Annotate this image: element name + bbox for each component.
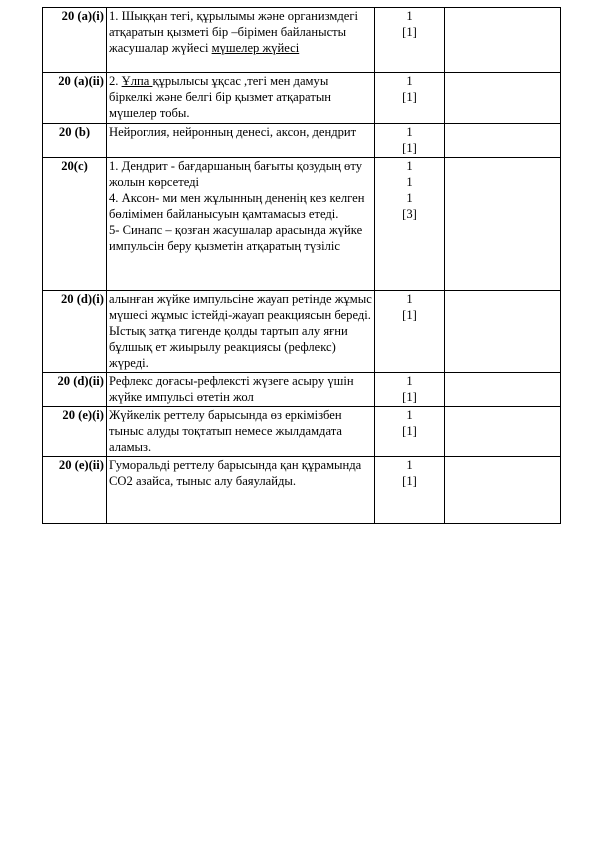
- question-number: 20 (d)(ii): [43, 373, 107, 407]
- answer-cell: [107, 158, 375, 291]
- answer-text: алынған жүйке импульсіне жауап ретінде жұмыс мүшесі жұмыс істейді-жауап реакциясын береді. Ыстық затқа тигенде қолды тартып алу яғни бұлшық ет жиырылу реакциясы (рефлекс) жүреді.: [109, 292, 372, 370]
- extra-cell: [445, 73, 561, 124]
- answer-cell: [107, 457, 375, 524]
- question-number: 20 (e)(ii): [43, 457, 107, 524]
- marks-cell: [375, 373, 445, 407]
- answer-point: 4. Аксон- ми мен жұлынның дененің кез келген бөлімімен байланысуын қамтамасыз етеді.: [109, 191, 365, 221]
- extra-cell: [445, 124, 561, 158]
- table-row: [43, 407, 561, 457]
- extra-cell: [445, 407, 561, 457]
- mark-value: 1: [406, 374, 413, 388]
- mark-scheme-sheet: [42, 7, 560, 524]
- mark-value: 1: [406, 175, 413, 189]
- marks-cell: [375, 407, 445, 457]
- mark-value: 1: [406, 408, 413, 422]
- mark-total: [3]: [402, 207, 417, 221]
- answer-key-term: мүшелер жүйесі: [211, 41, 300, 55]
- marks-cell: [375, 158, 445, 291]
- mark-value: 1: [406, 458, 413, 472]
- mark-total: [1]: [402, 390, 417, 404]
- mark-total: [1]: [402, 308, 417, 322]
- mark-total: [1]: [402, 424, 417, 438]
- mark-total: [1]: [402, 90, 417, 104]
- answer-cell: [107, 291, 375, 373]
- marks-cell: [375, 8, 445, 73]
- question-number: 20 (a)(ii): [43, 73, 107, 124]
- extra-cell: [445, 291, 561, 373]
- extra-cell: [445, 457, 561, 524]
- question-number: 20 (a)(i): [43, 8, 107, 73]
- question-number: 20 (b): [43, 124, 107, 158]
- answer-point: 5- Синапс – қозған жасушалар арасында жүйке импульсін беру қызметін атқаратың түзіліс: [109, 223, 363, 253]
- table-row: [43, 158, 561, 291]
- table-row: [43, 373, 561, 407]
- mark-value: 1: [406, 292, 413, 306]
- table-row: [43, 8, 561, 73]
- table-row: [43, 457, 561, 524]
- table-row: [43, 291, 561, 373]
- marks-cell: [375, 73, 445, 124]
- marks-cell: [375, 291, 445, 373]
- mark-total: [1]: [402, 141, 417, 155]
- answer-cell: [107, 373, 375, 407]
- question-number: 20(c): [43, 158, 107, 291]
- marks-cell: [375, 124, 445, 158]
- answer-cell: [107, 8, 375, 73]
- extra-cell: [445, 8, 561, 73]
- mark-scheme-table: [42, 7, 561, 524]
- mark-value: 1: [406, 74, 413, 88]
- answer-text: Гуморальді реттелу барысында қан құрамында СО2 азайса, тыныс алу баяулайды.: [109, 458, 362, 488]
- table-row: [43, 124, 561, 158]
- mark-value: 1: [406, 9, 413, 23]
- marks-cell: [375, 457, 445, 524]
- extra-cell: [445, 158, 561, 291]
- answer-text: Рефлекс доғасы-рефлексті жүзеге асыру үшін жүйке импульсі өтетін жол: [109, 374, 354, 404]
- table-row: [43, 73, 561, 124]
- mark-total: [1]: [402, 25, 417, 39]
- answer-point: 1. Дендрит - бағдаршаның бағыты қозудың өту жолын көрсетеді: [109, 159, 362, 189]
- answer-prefix: 2.: [109, 74, 122, 88]
- answer-text: Нейроглия, нейронның денесі, аксон, дендрит: [109, 125, 357, 139]
- mark-total: [1]: [402, 474, 417, 488]
- mark-value: 1: [406, 159, 413, 173]
- answer-text: құрылысы ұқсас ,тегі мен дамуы біркелкі және белгі бір қызмет атқаратын мүшелер тобы.: [109, 74, 332, 120]
- mark-value: 1: [406, 191, 413, 205]
- answer-key-term: Ұлпа: [121, 74, 153, 88]
- question-number: 20 (e)(i): [43, 407, 107, 457]
- question-number: 20 (d)(i): [43, 291, 107, 373]
- answer-cell: [107, 407, 375, 457]
- answer-text: 1. Шыққан тегі, құрылымы және организмдегі атқаратын қызметі бір –бірімен байланысты жасушалар жүйесі: [109, 9, 359, 55]
- mark-value: 1: [406, 125, 413, 139]
- answer-cell: [107, 73, 375, 124]
- extra-cell: [445, 373, 561, 407]
- answer-cell: [107, 124, 375, 158]
- answer-text: Жүйкелік реттелу барысында өз еркімізбен тыныс алуды тоқтатып немесе жылдамдата аламыз.: [109, 408, 342, 454]
